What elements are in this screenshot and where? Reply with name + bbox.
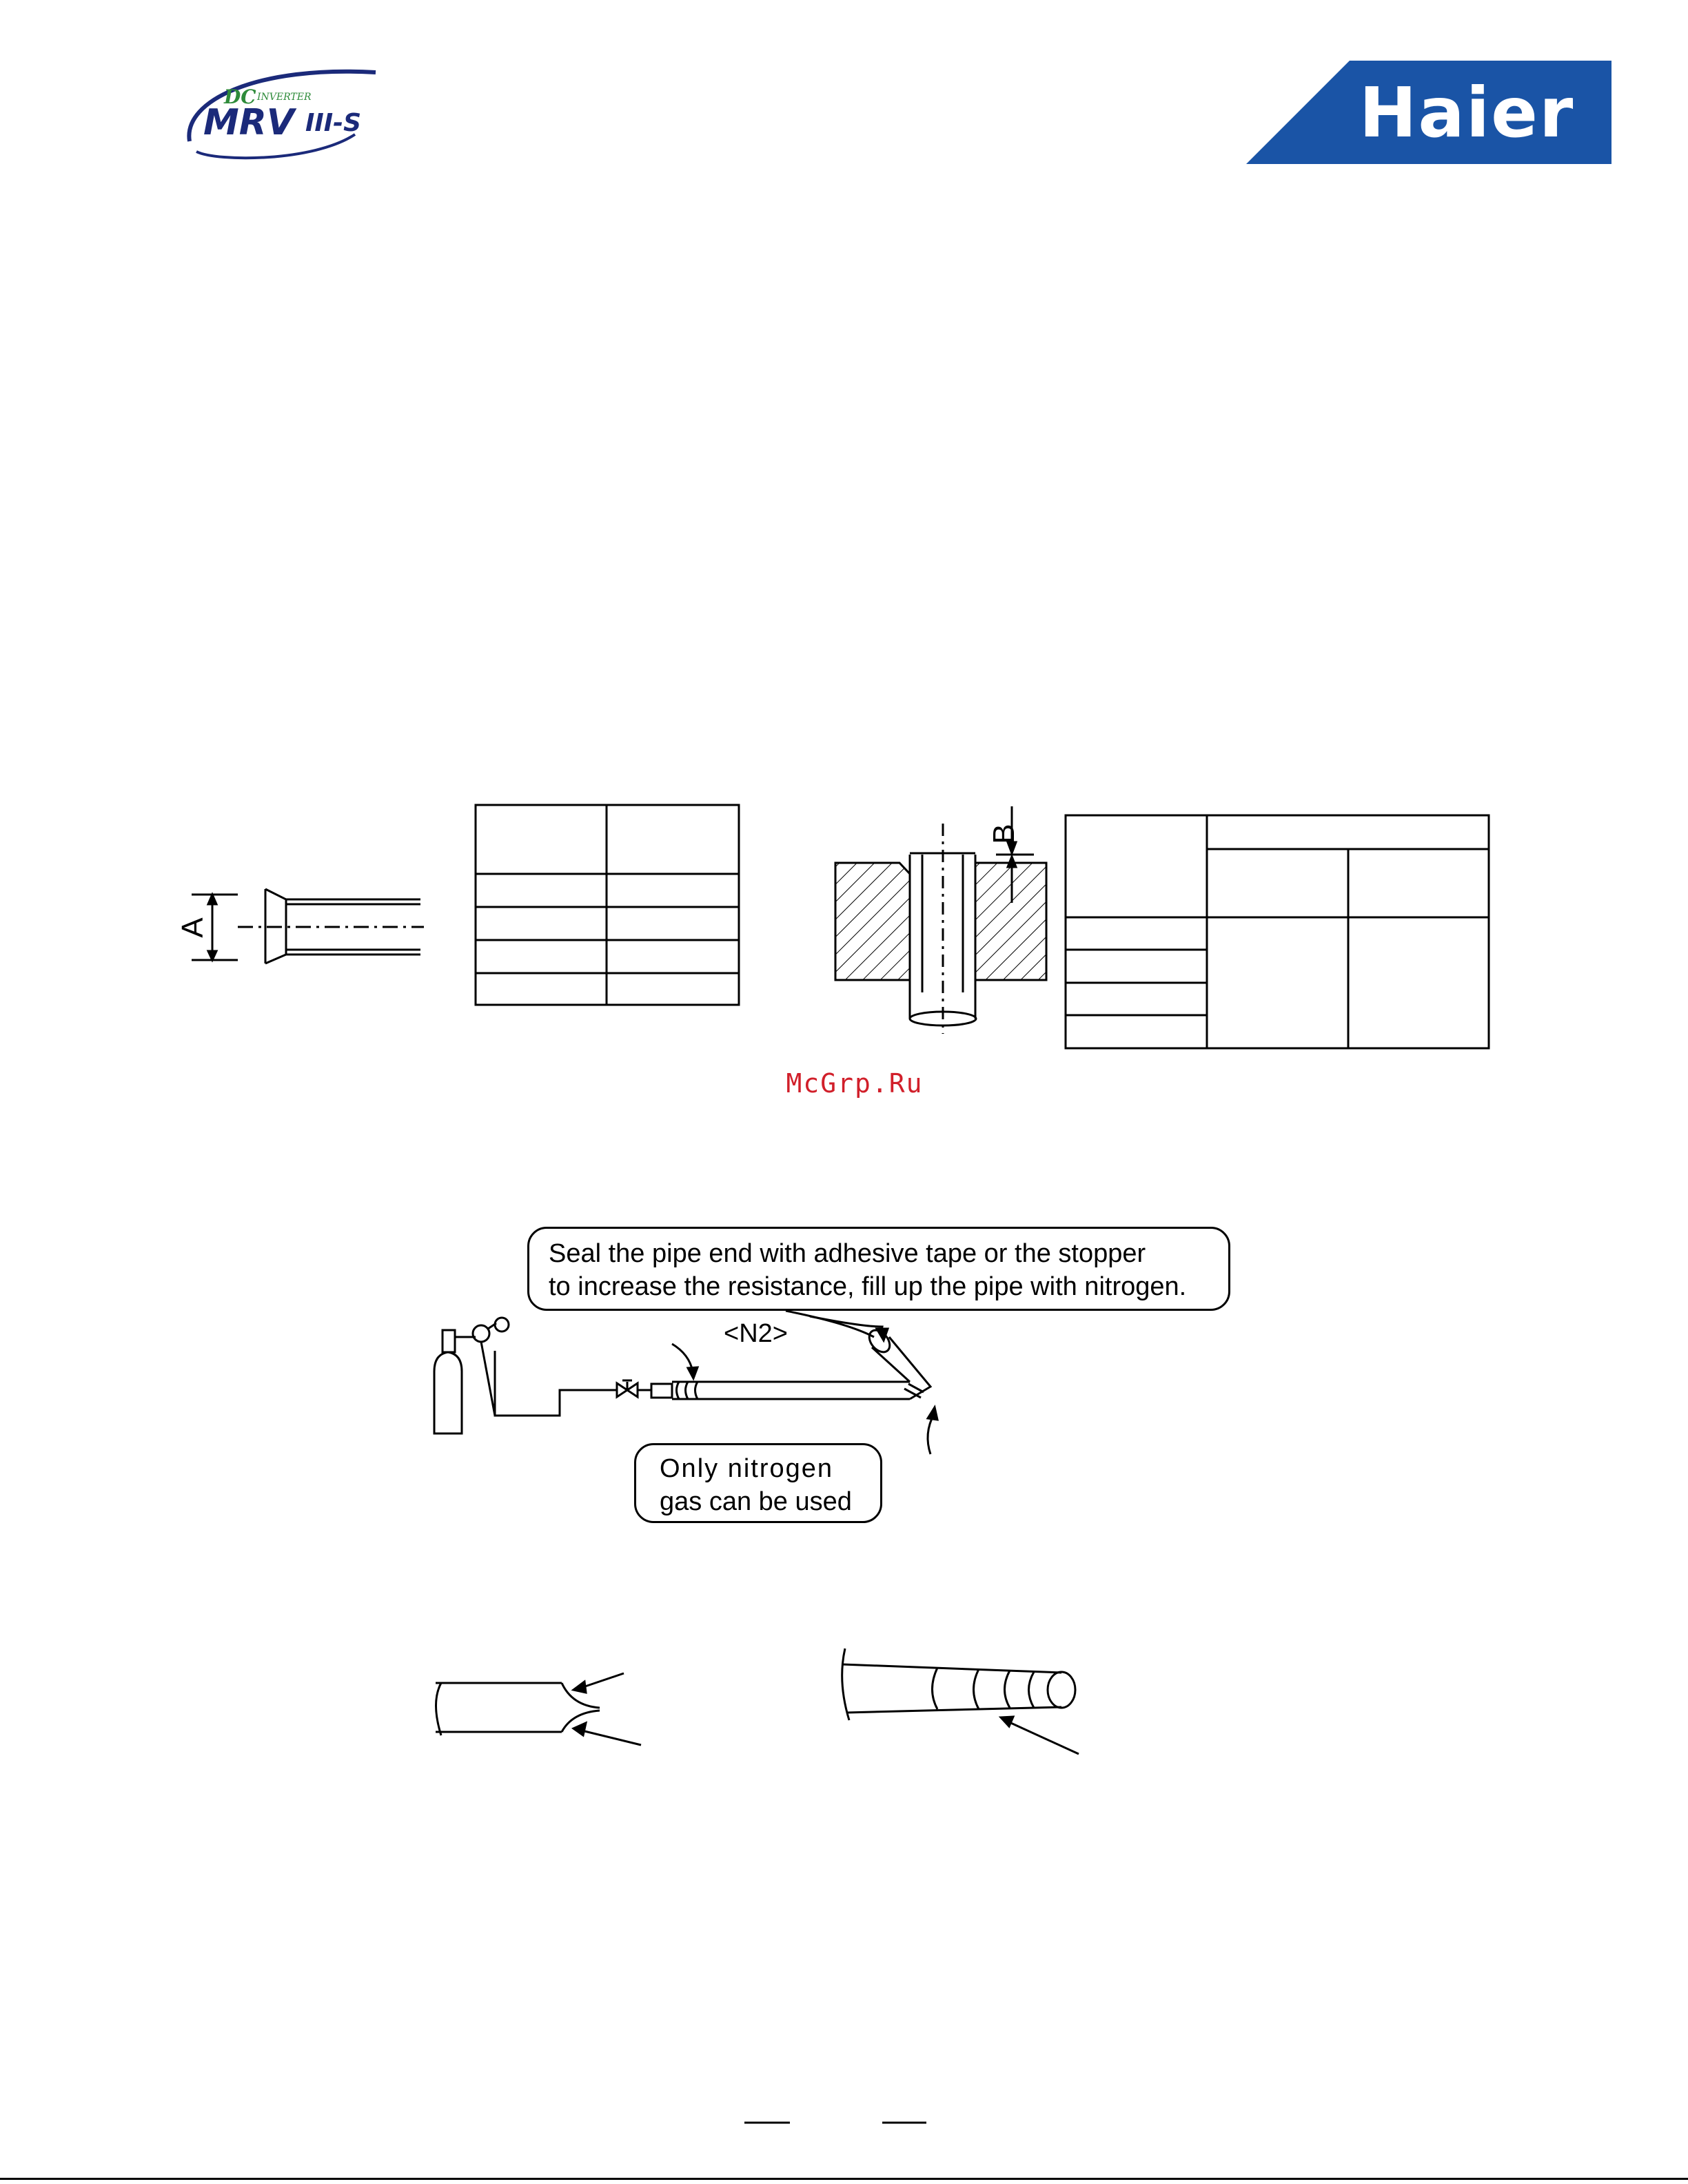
tube-dimension-label: B: [987, 824, 1021, 844]
footer-rule: [0, 2178, 1688, 2180]
nitrogen-purge-drawing: [434, 1311, 937, 1454]
nitrogen-only-line-2: gas can be used: [660, 1487, 852, 1516]
mrv-text: MRV: [203, 102, 295, 143]
valve-icon: [617, 1380, 638, 1397]
pipe-end-drawing-left: [436, 1673, 641, 1745]
nitrogen-gas-label: <N2>: [724, 1319, 788, 1348]
nitrogen-only-callout: [634, 1443, 882, 1523]
seal-instruction-line-2: to increase the resistance, fill up the pipe with nitrogen.: [549, 1272, 1187, 1301]
nitrogen-only-line-1: Only nitrogen: [660, 1454, 834, 1483]
flare-drawing: [192, 889, 424, 963]
flare-dimension-label: A: [176, 917, 210, 938]
haier-logo-text: Haier: [1359, 72, 1575, 153]
tube-dimension-table: [1066, 815, 1489, 1048]
inverter-text: INVERTER: [257, 92, 312, 103]
dc-text: DC: [224, 85, 256, 108]
model-suffix-text: III-S: [305, 109, 362, 137]
pipe-end-drawing-right: [842, 1649, 1079, 1754]
seal-instruction-callout: [527, 1227, 1230, 1311]
flare-dimension-table: [476, 805, 739, 1005]
watermark-text: McGrp.Ru: [786, 1068, 924, 1099]
seal-instruction-line-1: Seal the pipe end with adhesive tape or the stopper: [549, 1239, 1146, 1268]
